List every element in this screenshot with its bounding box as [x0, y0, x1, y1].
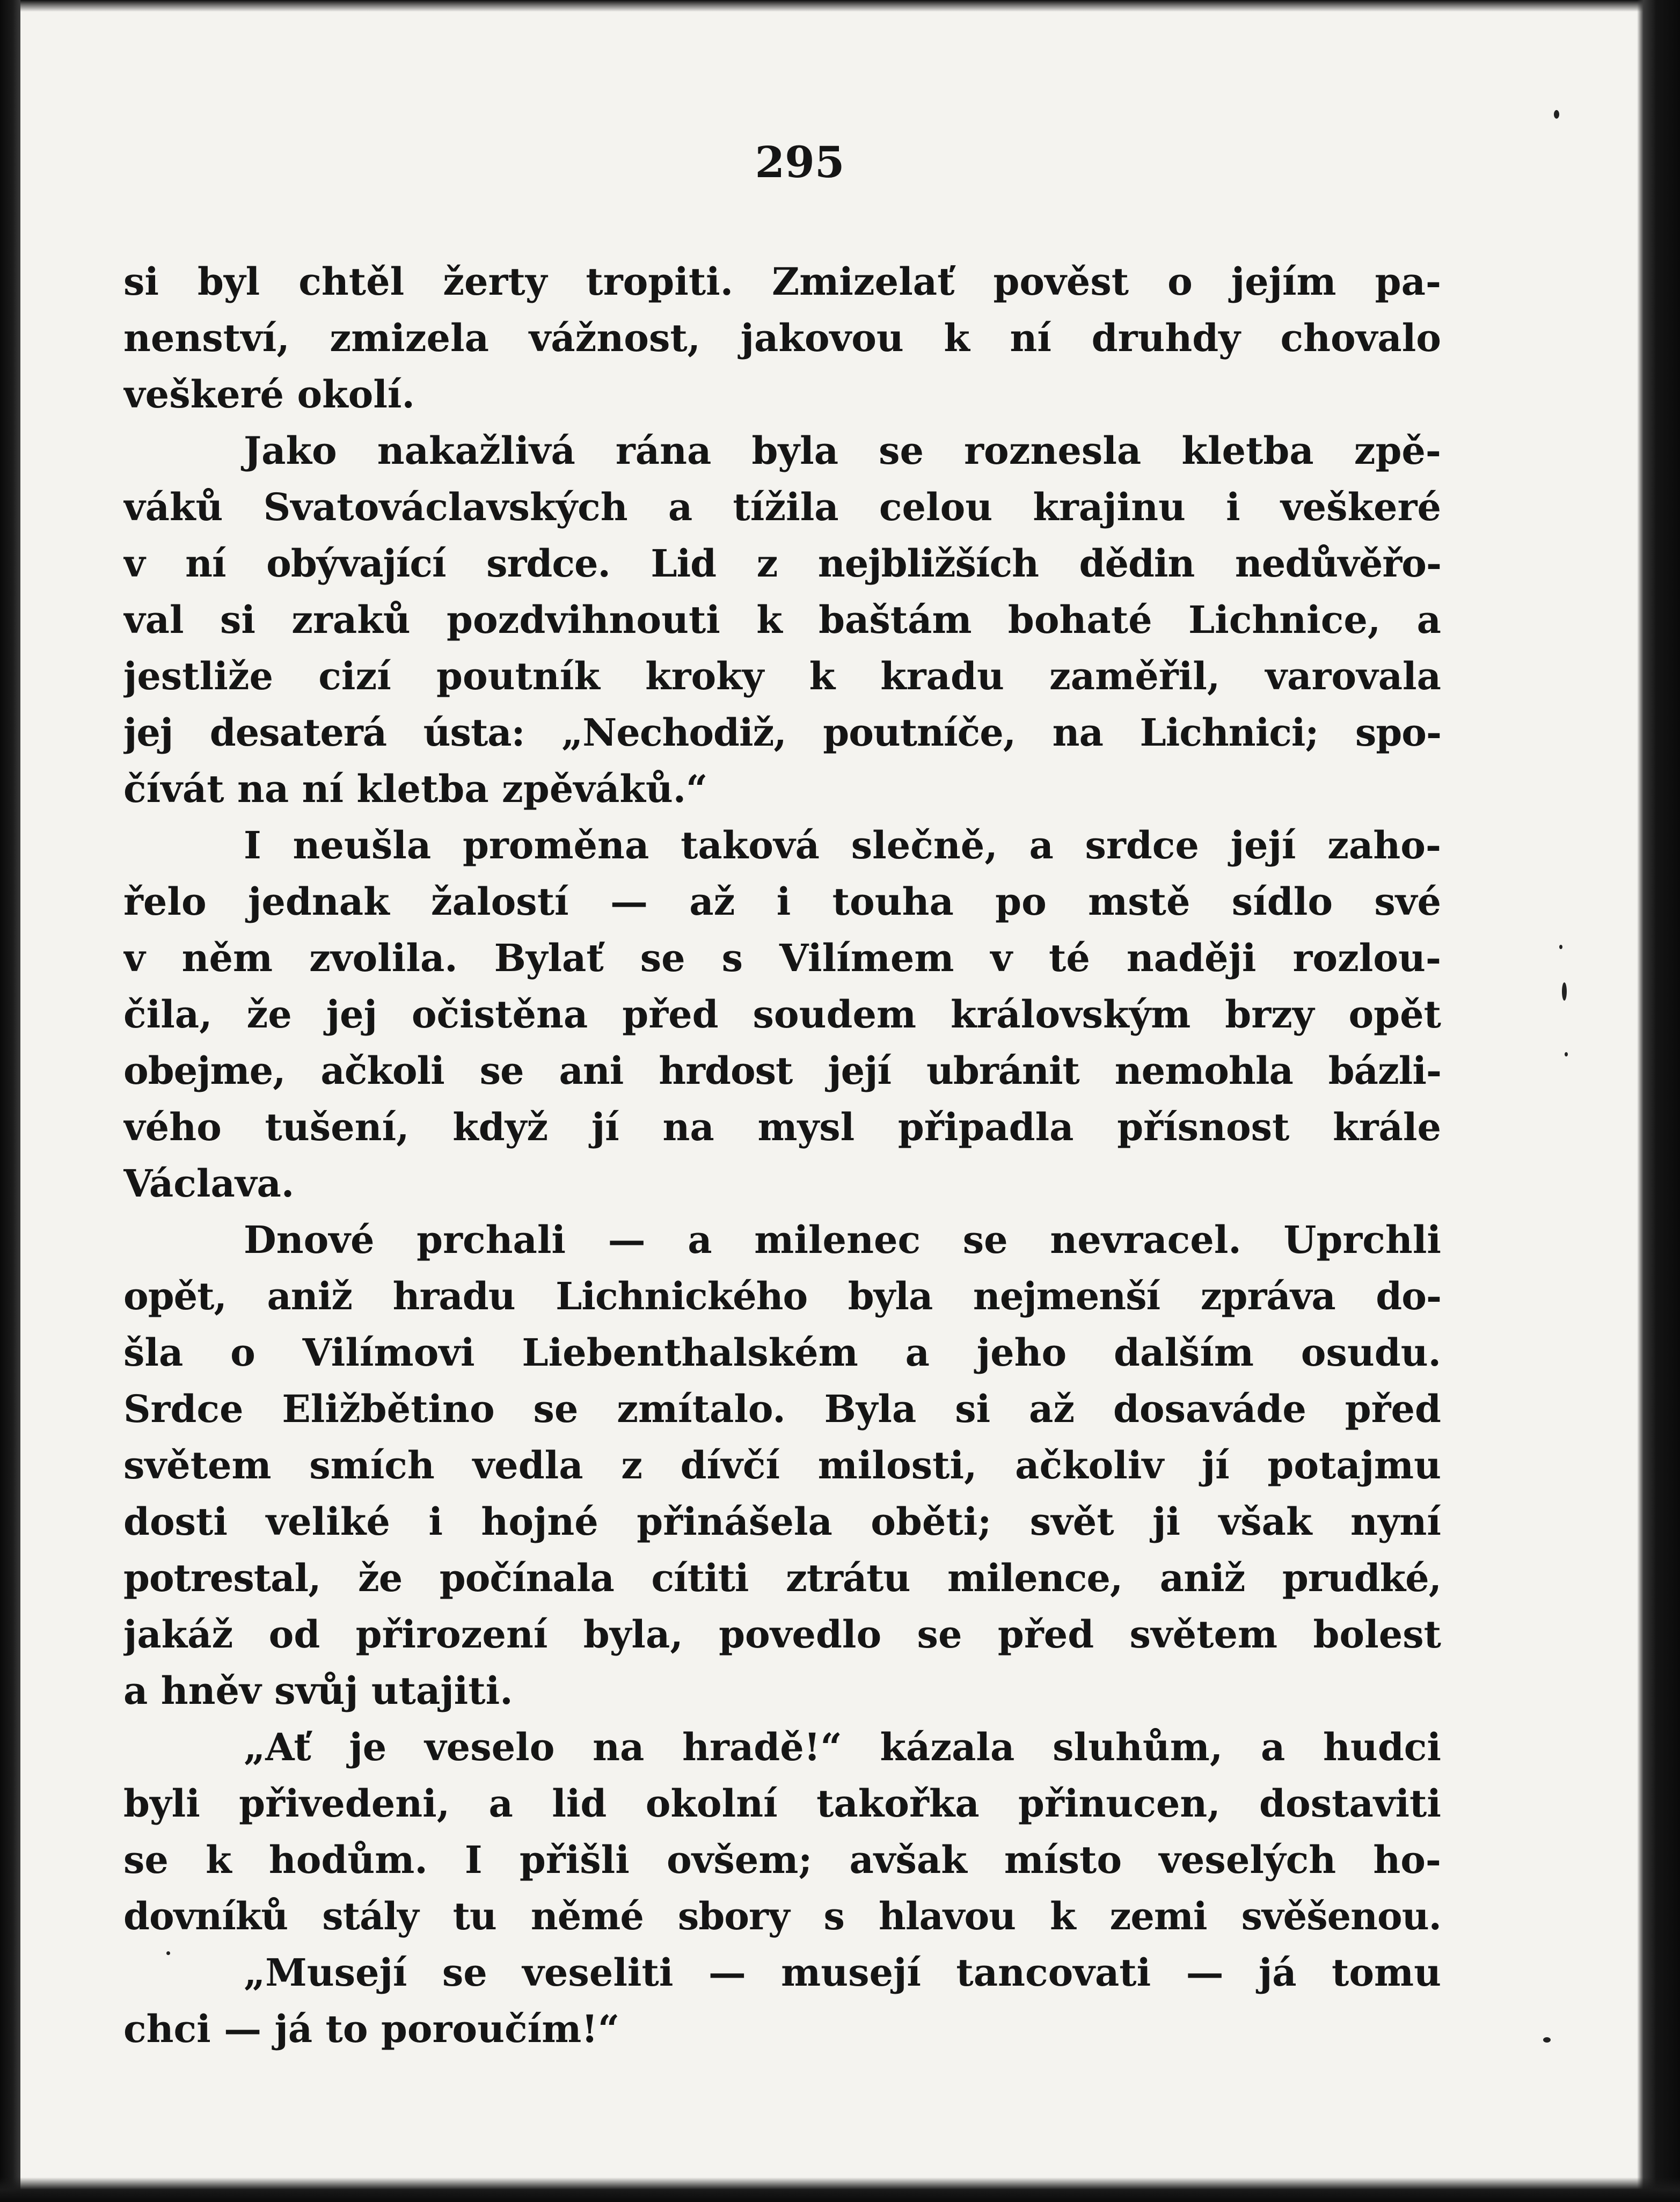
text-line: Srdce Eližbětino se zmítalo. Byla si až dosaváde před	[123, 1387, 1441, 1431]
text-line: dosti veliké i hojné přinášela oběti; svět ji však nyní	[123, 1499, 1441, 1544]
text-line: „Musejí se veseliti — musejí tancovati — já tomu	[244, 1950, 1441, 1995]
text-line: řelo jednak žalostí — až i touha po mstě sídlo své	[123, 879, 1441, 924]
text-line: obejme, ačkoli se ani hrdost její ubránit nemohla bázli-	[123, 1048, 1441, 1093]
text-line: v něm zvolila. Bylať se s Vilímem v té naději rozlou-	[123, 936, 1441, 980]
text-line: veškeré okolí.	[123, 372, 415, 417]
text-line: I neušla proměna taková slečně, a srdce její zaho-	[244, 823, 1441, 867]
text-line: dovníků stály tu němé sbory s hlavou k zemi svěšenou.	[123, 1894, 1441, 1938]
text-line: „Ať je veselo na hradě!“ kázala sluhům, a hudci	[244, 1725, 1441, 1769]
text-line: jej desaterá ústa: „Nechodiž, poutníče, na Lichnici; spo-	[123, 710, 1441, 755]
ink-speck	[1543, 2037, 1551, 2043]
text-line: Václava.	[123, 1161, 295, 1206]
text-line: vého tušení, když jí na mysl připadla přísnost krále	[123, 1105, 1441, 1149]
text-line: váků Svatováclavských a tížila celou krajinu i veškeré	[123, 485, 1441, 529]
text-line: jestliže cizí poutník kroky k kradu zaměřil, varovala	[123, 654, 1441, 698]
page-number: 295	[755, 137, 845, 187]
ink-speck	[1565, 1052, 1568, 1056]
text-line: čila, že jej očistěna před soudem královským brzy opět	[123, 992, 1441, 1037]
text-line: jakáž od přirození byla, povedlo se před světem bolest	[123, 1612, 1441, 1657]
text-line: potrestal, že počínala cítiti ztrátu milence, aniž prudké,	[123, 1556, 1441, 1600]
text-line: čívát na ní kletba zpěváků.“	[123, 767, 708, 811]
body-text	[123, 253, 1441, 2057]
text-line: se k hodům. I přišli ovšem; avšak místo veselých ho-	[123, 1838, 1441, 1882]
text-line: světem smích vedla z dívčí milosti, ačkoliv jí potajmu	[123, 1443, 1441, 1488]
text-line: šla o Vilímovi Liebenthalském a jeho dalším osudu.	[123, 1330, 1441, 1375]
ink-speck	[1554, 110, 1559, 119]
text-line: byli přivedeni, a lid okolní takořka přinucen, dostaviti	[123, 1781, 1441, 1826]
text-line: Dnové prchali — a milenec se nevracel. Uprchli	[244, 1217, 1441, 1262]
text-line: v ní obývající srdce. Lid z nejbližších dědin nedůvěřo-	[123, 541, 1441, 586]
scan-edge-top	[0, 0, 1680, 12]
text-line: nenství, zmizela vážnost, jakovou k ní druhdy chovalo	[123, 316, 1441, 360]
scan-edge-left	[0, 0, 20, 2202]
text-line: a hněv svůj utajiti.	[123, 1668, 513, 1713]
text-line: Jako nakažlivá rána byla se roznesla kletba zpě-	[244, 428, 1441, 473]
text-line: si byl chtěl žerty tropiti. Zmizelať pověst o jejím pa-	[123, 259, 1441, 304]
scan-edge-bottom	[0, 2177, 1680, 2202]
text-line: val si zraků pozdvihnouti k baštám bohaté Lichnice, a	[123, 597, 1441, 642]
ink-speck	[1562, 982, 1567, 1001]
text-line: opět, aniž hradu Lichnického byla nejmenší zpráva do-	[123, 1274, 1441, 1318]
text-line: chci — já to poroučím!“	[123, 2007, 620, 2051]
scan-edge-right	[1637, 0, 1680, 2202]
ink-speck	[1559, 945, 1562, 949]
